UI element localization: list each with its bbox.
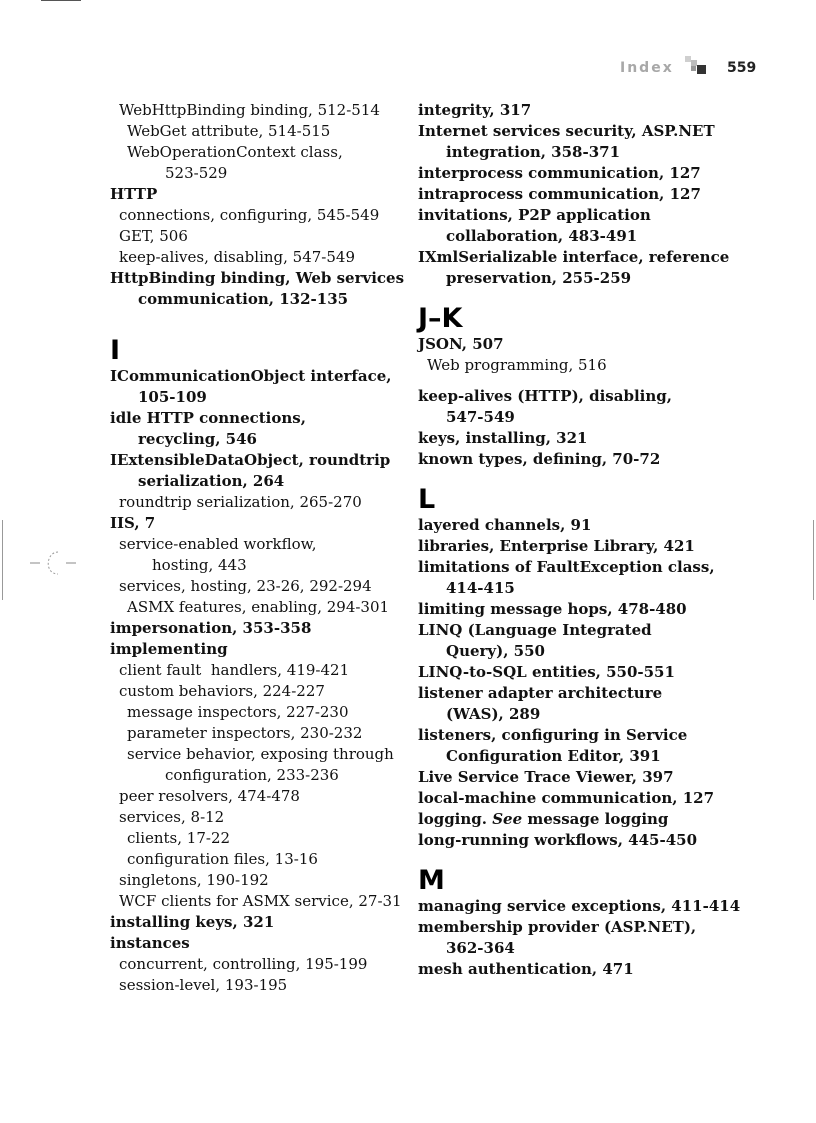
index-entry: ASMX features, enabling, 294-301 <box>127 598 390 616</box>
index-entry: GET, 506 <box>119 227 188 245</box>
index-heading: LINQ-to-SQL entities, 550-551 <box>418 663 675 681</box>
index-heading: interprocess communication, 127 <box>418 164 701 182</box>
index-entry: WebGet attribute, 514-515 <box>127 122 331 140</box>
index-entry: service-enabled workflow, <box>119 535 317 553</box>
index-entry: Web programming, 516 <box>427 356 607 374</box>
index-heading: managing service exceptions, 411-414 <box>418 897 741 915</box>
index-heading: listener adapter architecture <box>418 684 663 702</box>
index-entry-continuation: configuration, 233-236 <box>165 766 339 784</box>
scan-edge-right <box>813 520 814 600</box>
index-heading: ICommunicationObject interface, <box>110 367 392 385</box>
index-heading: installing keys, 321 <box>110 913 275 931</box>
top-rule <box>41 0 81 1</box>
index-heading: limitations of FaultException class, <box>418 558 715 576</box>
index-heading: idle HTTP connections, <box>110 409 306 427</box>
index-heading-continuation: (WAS), 289 <box>446 705 541 723</box>
index-heading: integrity, 317 <box>418 101 532 119</box>
index-heading-continuation: Query), 550 <box>446 642 545 660</box>
index-heading: HTTP <box>110 185 158 203</box>
section-letter-jk: J–K <box>418 303 463 334</box>
index-heading: local-machine communication, 127 <box>418 789 715 807</box>
index-entry: configuration files, 13-16 <box>127 850 318 868</box>
header-ornament-icon <box>683 56 707 76</box>
page-header <box>0 60 816 82</box>
index-entry: services, 8-12 <box>119 808 225 826</box>
index-heading-continuation: collaboration, 483-491 <box>446 227 638 245</box>
index-heading: IXmlSerializable interface, reference <box>418 248 730 266</box>
index-entry: client fault handlers, 419-421 <box>119 661 350 679</box>
index-heading: keys, installing, 321 <box>418 429 588 447</box>
index-heading-continuation: 362-364 <box>446 939 515 957</box>
index-heading: intraprocess communication, 127 <box>418 185 701 203</box>
index-heading: membership provider (ASP.NET), <box>418 918 697 936</box>
index-entry: connections, configuring, 545-549 <box>119 206 380 224</box>
index-heading-continuation: serialization, 264 <box>138 472 285 490</box>
index-heading: limiting message hops, 478-480 <box>418 600 687 618</box>
index-heading: LINQ (Language Integrated <box>418 621 652 639</box>
index-heading: HttpBinding binding, Web services <box>110 269 405 287</box>
index-heading-continuation: preservation, 255-259 <box>446 269 632 287</box>
index-heading-continuation: communication, 132-135 <box>138 290 349 308</box>
index-heading-continuation: 105-109 <box>138 388 207 406</box>
index-entry: WebHttpBinding binding, 512-514 <box>119 101 380 119</box>
spacer <box>418 289 758 304</box>
index-entry: WCF clients for ASMX service, 27-31 <box>119 892 402 910</box>
index-heading-see-reference <box>418 809 758 830</box>
see-target: message logging <box>522 810 669 828</box>
index-heading: IIS, 7 <box>110 514 156 532</box>
index-column-left <box>110 100 405 996</box>
scan-edge-left <box>2 520 3 600</box>
index-column-right <box>418 100 758 980</box>
index-entry: clients, 17-22 <box>127 829 231 847</box>
spacer <box>110 310 400 336</box>
index-heading: IExtensibleDataObject, roundtrip <box>110 451 391 469</box>
see-keyword: See <box>492 810 523 828</box>
index-entry: roundtrip serialization, 265-270 <box>119 493 362 511</box>
index-entry: service behavior, exposing through <box>127 745 394 763</box>
index-heading: listeners, configuring in Service <box>418 726 688 744</box>
spacer <box>418 376 758 386</box>
index-entry: concurrent, controlling, 195-199 <box>119 955 368 973</box>
index-heading: mesh authentication, 471 <box>418 960 634 978</box>
index-entry: WebOperationContext class, <box>127 143 343 161</box>
index-heading: JSON, 507 <box>418 335 504 353</box>
index-heading: instances <box>110 934 190 952</box>
see-term: logging. <box>418 810 493 828</box>
index-entry: keep-alives, disabling, 547-549 <box>119 248 356 266</box>
margin-mark-icon <box>30 548 90 578</box>
index-heading-continuation: integration, 358-371 <box>446 143 621 161</box>
index-heading: layered channels, 91 <box>418 516 592 534</box>
index-entry: peer resolvers, 474-478 <box>119 787 300 805</box>
index-heading-continuation: 414-415 <box>446 579 515 597</box>
index-heading: invitations, P2P application <box>418 206 651 224</box>
page-number: 559 <box>727 60 757 76</box>
index-heading: long-running workflows, 445-450 <box>418 831 698 849</box>
index-heading: known types, defining, 70-72 <box>418 450 661 468</box>
index-heading: Live Service Trace Viewer, 397 <box>418 768 674 786</box>
section-letter-l: L <box>418 484 436 515</box>
spacer <box>418 851 758 866</box>
index-entry-continuation: hosting, 443 <box>152 556 247 574</box>
index-entry: singletons, 190-192 <box>119 871 269 889</box>
spacer <box>418 470 758 485</box>
index-entry: session-level, 193-195 <box>119 976 288 994</box>
index-heading: keep-alives (HTTP), disabling, <box>418 387 672 405</box>
index-entry: message inspectors, 227-230 <box>127 703 349 721</box>
section-letter-i: I <box>110 335 121 366</box>
index-heading: implementing <box>110 640 228 658</box>
running-head: Index <box>620 60 674 76</box>
index-heading-continuation: Configuration Editor, 391 <box>446 747 661 765</box>
index-heading-continuation: recycling, 546 <box>138 430 257 448</box>
section-letter-m: M <box>418 865 445 896</box>
index-heading: libraries, Enterprise Library, 421 <box>418 537 695 555</box>
index-entry: services, hosting, 23-26, 292-294 <box>119 577 372 595</box>
index-entry: custom behaviors, 224-227 <box>119 682 325 700</box>
index-heading: impersonation, 353-358 <box>110 619 312 637</box>
index-entry: parameter inspectors, 230-232 <box>127 724 363 742</box>
index-entry-continuation: 523-529 <box>165 164 228 182</box>
index-heading: Internet services security, ASP.NET <box>418 122 715 140</box>
index-heading-continuation: 547-549 <box>446 408 515 426</box>
